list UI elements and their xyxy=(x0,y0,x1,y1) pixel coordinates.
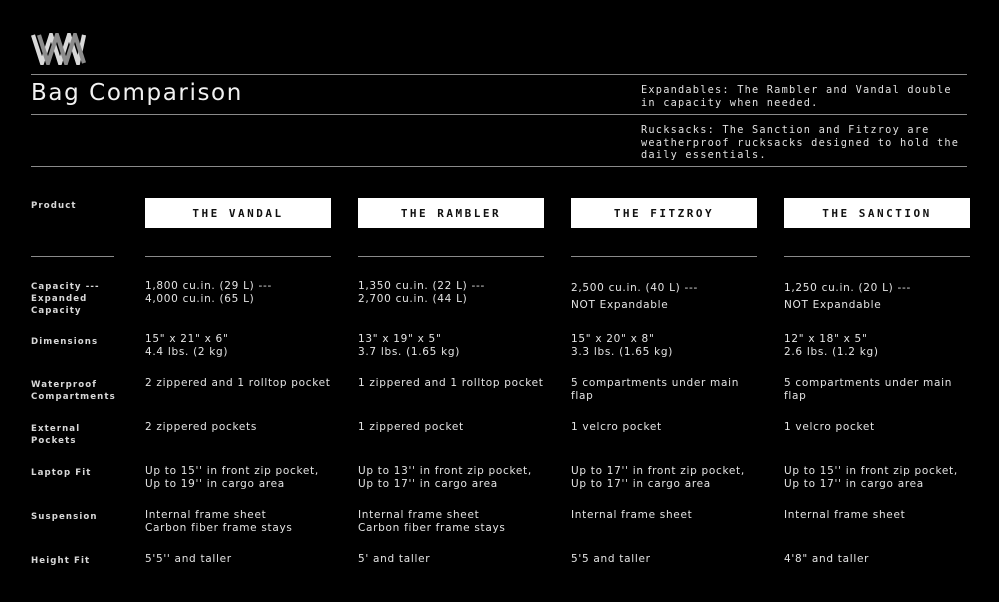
row-label-laptop-fit: Laptop Fit xyxy=(31,468,92,478)
height-rambler: 5' and taller xyxy=(358,553,431,565)
external-fitzroy: 1 velcro pocket xyxy=(571,421,662,433)
capacity-fitzroy: 2,500 cu.in. (40 L) --- NOT Expandable xyxy=(571,282,698,311)
header-rule-top xyxy=(31,74,967,75)
header-rule-bottom xyxy=(31,166,967,167)
height-fitzroy: 5'5 and taller xyxy=(571,553,651,565)
suspension-fitzroy: Internal frame sheet xyxy=(571,509,693,521)
suspension-rambler: Internal frame sheet Carbon fiber frame stays xyxy=(358,509,506,534)
expandables-note: Expandables: The Rambler and Vandal double in capacity when needed. xyxy=(641,84,952,109)
external-rambler: 1 zippered pocket xyxy=(358,421,464,433)
dimensions-sanction: 12" x 18" x 5" 2.6 lbs. (1.2 kg) xyxy=(784,333,879,358)
dimensions-vandal: 15" x 21" x 6" 4.4 lbs. (2 kg) xyxy=(145,333,229,358)
product-header-rambler: THE RAMBLER xyxy=(358,198,544,228)
capacity-rambler: 1,350 cu.in. (22 L) --- 2,700 cu.in. (44 L) xyxy=(358,280,485,305)
external-vandal: 2 zippered pockets xyxy=(145,421,258,433)
row-label-external-pockets: External Pockets xyxy=(31,424,81,446)
wm-logo-icon xyxy=(31,33,86,65)
external-sanction: 1 velcro pocket xyxy=(784,421,875,433)
height-vandal: 5'5'' and taller xyxy=(145,553,232,565)
header-rule-mid xyxy=(31,114,967,115)
capacity-sanction: 1,250 cu.in. (20 L) --- NOT Expandable xyxy=(784,282,911,311)
vandal-column-rule xyxy=(145,256,331,257)
waterproof-vandal: 2 zippered and 1 rolltop pocket xyxy=(145,377,331,389)
laptop-vandal: Up to 15'' in front zip pocket, Up to 19'' in cargo area xyxy=(145,465,319,490)
row-label-waterproof: Waterproof Compartments xyxy=(31,380,116,402)
product-header-fitzroy: THE FITZROY xyxy=(571,198,757,228)
sanction-column-rule xyxy=(784,256,970,257)
row-label-capacity: Capacity --- Expanded Capacity xyxy=(31,282,100,316)
capacity-vandal: 1,800 cu.in. (29 L) --- 4,000 cu.in. (65 L) xyxy=(145,280,272,305)
rucksacks-note: Rucksacks: The Sanction and Fitzroy are weatherproof rucksacks designed to hold the daily essentials. xyxy=(641,124,960,161)
label-column-rule xyxy=(31,256,114,257)
laptop-fitzroy: Up to 17'' in front zip pocket, Up to 17'' in cargo area xyxy=(571,465,745,490)
dimensions-rambler: 13" x 19" x 5" 3.7 lbs. (1.65 kg) xyxy=(358,333,461,358)
row-label-dimensions: Dimensions xyxy=(31,337,99,347)
rambler-column-rule xyxy=(358,256,544,257)
suspension-sanction: Internal frame sheet xyxy=(784,509,906,521)
waterproof-rambler: 1 zippered and 1 rolltop pocket xyxy=(358,377,544,389)
fitzroy-column-rule xyxy=(571,256,757,257)
suspension-vandal: Internal frame sheet Carbon fiber frame stays xyxy=(145,509,293,534)
laptop-rambler: Up to 13'' in front zip pocket, Up to 17'' in cargo area xyxy=(358,465,532,490)
dimensions-fitzroy: 15" x 20" x 8" 3.3 lbs. (1.65 kg) xyxy=(571,333,674,358)
height-sanction: 4'8" and taller xyxy=(784,553,870,565)
row-label-suspension: Suspension xyxy=(31,512,98,522)
page-title: Bag Comparison xyxy=(31,80,243,106)
product-label: Product xyxy=(31,201,77,211)
product-header-sanction: THE SANCTION xyxy=(784,198,970,228)
waterproof-sanction: 5 compartments under main flap xyxy=(784,377,953,402)
row-label-height-fit: Height Fit xyxy=(31,556,91,566)
laptop-sanction: Up to 15'' in front zip pocket, Up to 17'' in cargo area xyxy=(784,465,958,490)
waterproof-fitzroy: 5 compartments under main flap xyxy=(571,377,740,402)
product-header-vandal: THE VANDAL xyxy=(145,198,331,228)
